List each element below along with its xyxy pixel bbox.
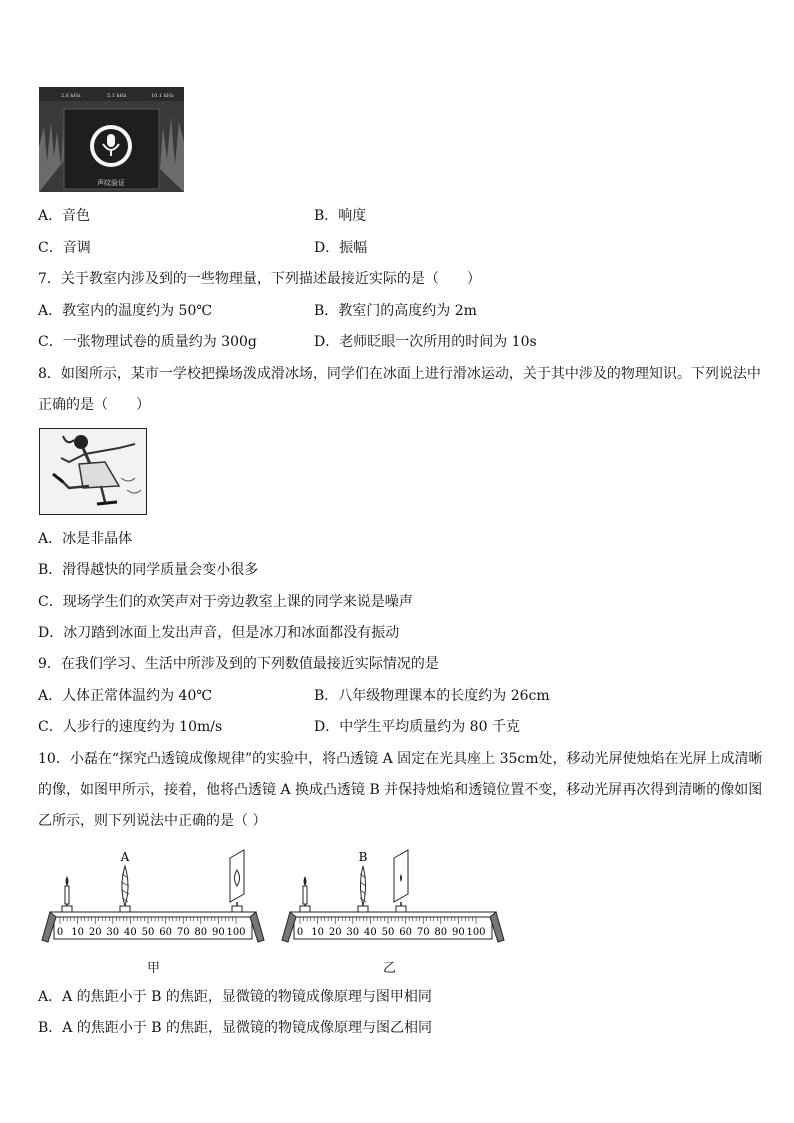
q8-option-d: D．冰刀踏到冰面上发出声音，但是冰刀和冰面都没有振动	[38, 625, 400, 641]
scale-tick-label: 90	[452, 927, 465, 938]
q8-option-b: B．滑得越快的同学质量会变小很多	[38, 562, 259, 578]
scale-tick-label: 80	[194, 927, 208, 938]
freq-label-1: 2.6 kHz	[61, 93, 81, 99]
scale-tick-label: 0	[56, 927, 64, 938]
voiceprint-caption: 声纹验证	[97, 179, 125, 187]
q8-option-a: A．冰是非晶体	[38, 531, 133, 547]
scale-tick-label: 40	[364, 927, 377, 938]
q8-option-c: C．现场学生们的欢笑声对于旁边教室上课的同学来说是噪声	[38, 594, 413, 610]
scale-tick-label: 100	[466, 927, 486, 938]
q6-option-a: A．音色	[38, 208, 91, 224]
voiceprint-image	[39, 87, 184, 192]
skater-image	[39, 428, 147, 515]
q10-option-a: A．A 的焦距小于 B 的焦距，显微镜的物镜成像原理与图甲相同	[38, 989, 432, 1005]
freq-label-2: 5.1 kHz	[107, 93, 127, 99]
q6-option-c: C．音调	[38, 240, 91, 256]
caption-jia: 甲	[147, 961, 161, 976]
lens-label-b: B	[358, 850, 368, 864]
q9-option-a: A．人体正常体温约为 40℃	[38, 688, 213, 704]
caption-yi: 乙	[383, 961, 397, 976]
q9-stem: 9．在我们学习、生活中所涉及到的下列数值最接近实际情况的是	[38, 656, 439, 672]
q6-option-d: D．振幅	[314, 240, 368, 256]
scale-tick-label: 100	[226, 927, 246, 938]
scale-tick-label: 50	[141, 927, 155, 938]
scale-tick-label: 60	[399, 927, 412, 938]
q7-option-d: D．老师眨眼一次所用的时间为 10s	[314, 334, 537, 350]
q7-option-a: A．教室内的温度约为 50℃	[38, 303, 213, 319]
q7-option-b: B．教室门的高度约为 2m	[314, 303, 477, 319]
scale-tick-label: 30	[106, 927, 120, 938]
skater-figure	[39, 428, 147, 515]
scale-tick-label: 70	[416, 927, 430, 938]
q10-option-b: B．A 的焦距小于 B 的焦距，显微镜的物镜成像原理与图乙相同	[38, 1020, 433, 1036]
freq-label-3: 10.1 kHz	[151, 93, 174, 99]
optical-bench-jia	[40, 846, 266, 946]
q10-stem-line1: 10．小磊在“探究凸透镜成像规律”的实验中，将凸透镜 A 固定在光具座上 35cm处，移动光屏使烛焰在光屏上成清晰	[38, 751, 763, 767]
q8-stem-line1: 8．如图所示，某市一学校把操场泼成滑冰场，同学们在冰面上进行滑冰运动，关于其中涉及的物理知识。下列说法中	[38, 366, 761, 382]
optical-bench-yi	[280, 846, 506, 946]
q10-stem-line2: 的像，如图甲所示，接着，他将凸透镜 A 换成凸透镜 B 并保持烛焰和透镜位置不变，移动光屏再次得到清晰的像如图	[38, 782, 763, 798]
q8-stem-line2: 正确的是（ ）	[38, 397, 150, 413]
scale-tick-label: 30	[346, 927, 360, 938]
scale-tick-label: 0	[296, 927, 304, 938]
scale-tick-label: 20	[88, 927, 102, 938]
scale-tick-label: 10	[71, 927, 84, 938]
scale-tick-label: 90	[212, 927, 225, 938]
scale-tick-label: 10	[311, 927, 324, 938]
q10-stem-line3: 乙所示，则下列说法中正确的是（ ）	[38, 813, 267, 829]
q7-stem: 7．关于教室内涉及到的一些物理量，下列描述最接近实际的是（ ）	[38, 271, 481, 287]
voiceprint-figure	[39, 87, 184, 192]
q6-option-b: B．响度	[314, 208, 367, 224]
scale-tick-label: 20	[328, 927, 342, 938]
q9-option-d: D．中学生平均质量约为 80 千克	[314, 719, 520, 735]
scale-tick-label: 60	[159, 927, 172, 938]
scale-tick-label: 80	[434, 927, 448, 938]
scale-tick-label: 70	[176, 927, 190, 938]
scale-tick-label: 50	[381, 927, 395, 938]
lens-label-a: A	[120, 850, 130, 864]
q7-option-c: C．一张物理试卷的质量约为 300g	[38, 334, 257, 350]
q9-option-c: C．人步行的速度约为 10m/s	[38, 719, 223, 735]
scale-tick-label: 40	[124, 927, 137, 938]
q9-option-b: B．八年级物理课本的长度约为 26cm	[314, 688, 550, 704]
microphone-icon	[107, 134, 115, 147]
